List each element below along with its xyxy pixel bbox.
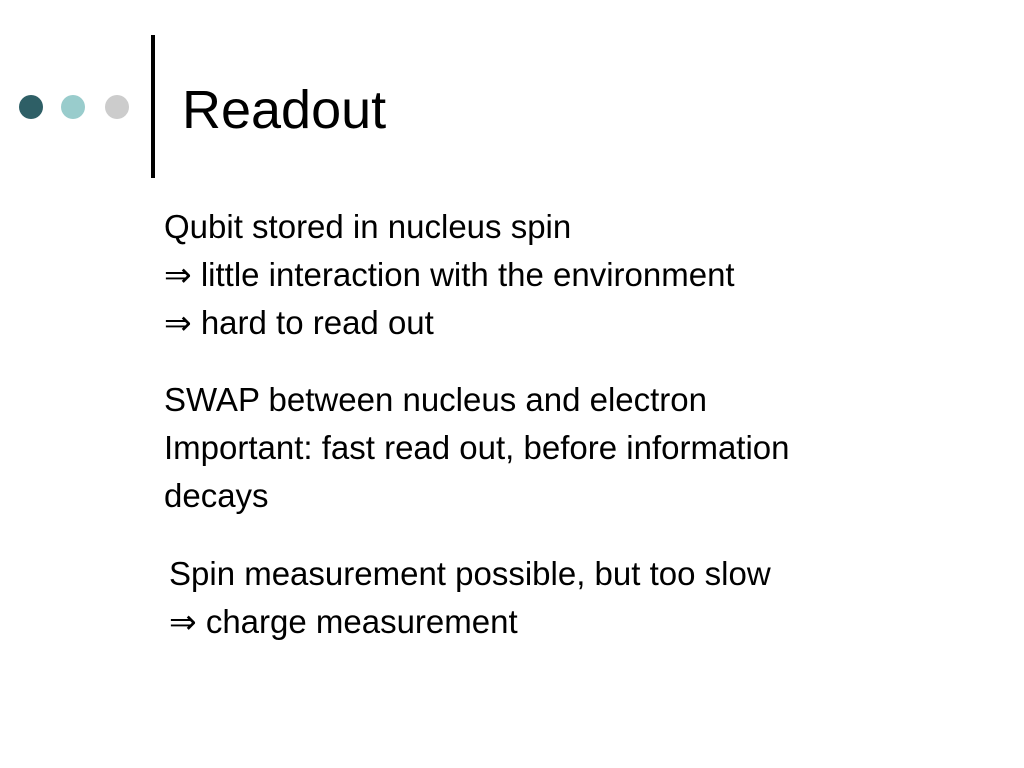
decor-dot-dark [19,95,43,119]
text-line: ⇒ little interaction with the environment [164,256,735,293]
text-line: Qubit stored in nucleus spin [164,208,572,245]
text-line: SWAP between nucleus and electron [164,381,708,418]
text-line: ⇒ charge measurement [169,603,518,640]
text-line: Spin measurement possible, but too slow [169,555,771,592]
text-line: decays [164,477,269,514]
text-block-nucleus-spin [164,203,735,347]
text-line: ⇒ hard to read out [164,304,434,341]
slide-title: Readout [182,80,387,140]
text-block-measurement [169,550,771,646]
title-divider [151,35,155,178]
text-line: Important: fast read out, before information [164,429,790,466]
decor-dot-light-teal [61,95,85,119]
decor-dot-gray [105,95,129,119]
text-block-swap [164,376,790,520]
